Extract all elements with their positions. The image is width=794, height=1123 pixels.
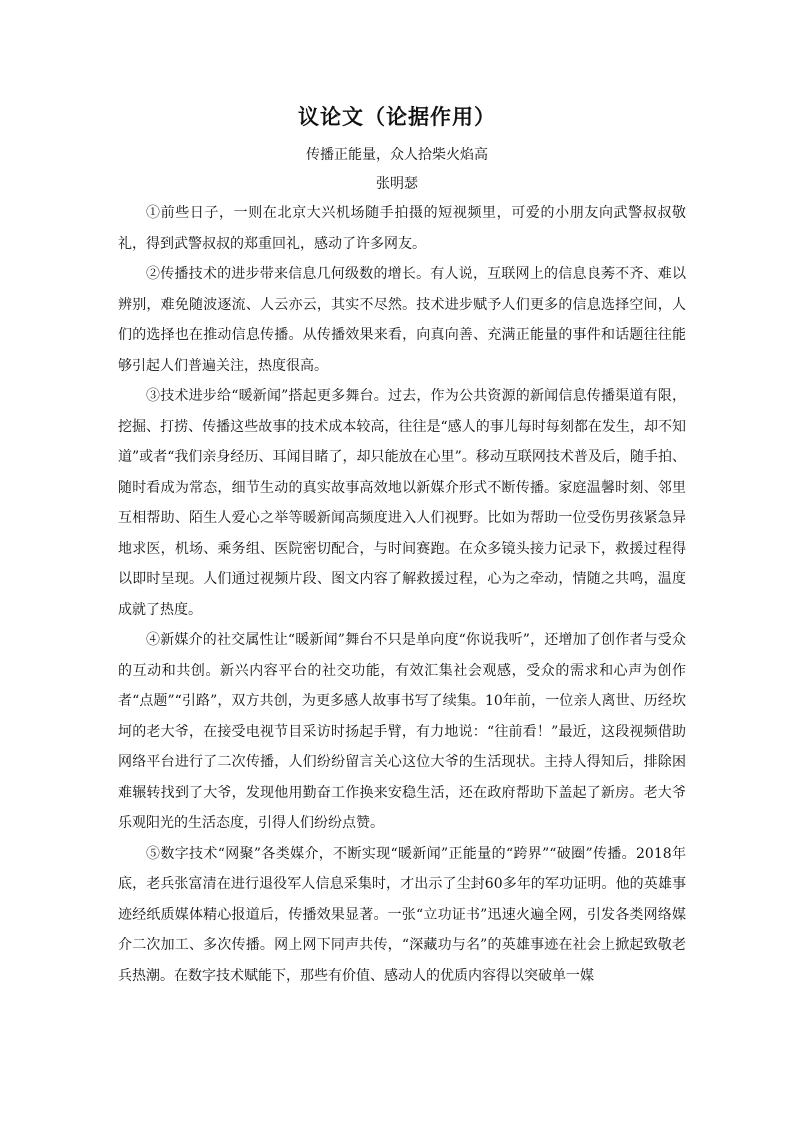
paragraph-5: ⑤数字技术“网聚”各类媒介，不断实现“暖新闻”正能量的“跨界”“破圈”传播。2018年底，老兵张富清在进行退役军人信息采集时，才出示了尘封60多年的军功证明。他的英雄事迹经纸质媒体精心报道后，传播效果显著。一张“立功证书”迅速火遍全网，引发各类网络媒介二次加工、多次传播。网上网下同声共传，“深藏功与名”的英雄事迹在社会上掀起致敬老兵热潮。在数字技术赋能下，那些有价值、感动人的优质内容得以突破单一媒 xyxy=(118,845,686,984)
paragraph-1: ①前些日子，一则在北京大兴机场随手拍摄的短视频里，可爱的小朋友向武警叔叔敬礼，得到武警叔叔的郑重回礼，感动了许多网友。 xyxy=(118,205,686,252)
paragraph-4: ④新媒介的社交属性让“暖新闻”舞台不只是单向度“你说我听”，还增加了创作者与受众的互动和共创。新兴内容平台的社交功能，有效汇集社会观感，受众的需求和心声为创作者“点题”“引路”，双方共创，为更多感人故事书写了续集。10年前，一位亲人离世、历经坎坷的老大爷，在接受电视节目采访时扬起手臂，有力地说：“往前看！”最近，这段视频借助网络平台进行了二次传播，人们纷纷留言关心这位大爷的生活现状。主持人得知后，排除困难辗转找到了大爷，发现他用勤奋工作换来安稳生活，还在政府帮助下盖起了新房。老大爷乐观阳光的生活态度，引得人们纷纷点赞。 xyxy=(118,632,686,831)
article-body xyxy=(118,198,686,991)
article-headline: 传播正能量，众人拾柴火焰高 xyxy=(306,147,488,163)
article-author: 张明瑟 xyxy=(376,176,418,192)
document-title: 议论文（论据作用） xyxy=(298,105,496,129)
paragraph-2: ②传播技术的进步带来信息几何级数的增长。有人说，互联网上的信息良莠不齐、难以辨别，难免随波逐流、人云亦云，其实不尽然。技术进步赋予人们更多的信息选择空间，人们的选择也在推动信息传播。从传播效果来看，向真向善、充满正能量的事件和话题往往能够引起人们普遍关注，热度很高。 xyxy=(118,266,686,374)
paragraph-3: ③技术进步给“暖新闻”搭起更多舞台。过去，作为公共资源的新闻信息传播渠道有限，挖掘、打捞、传播这些故事的技术成本较高，往往是“感人的事儿每时每刻都在发生，却不知道”或者“我们亲身经历、耳闻目睹了，却只能放在心里”。移动互联网技术普及后，随手拍、随时看成为常态，细节生动的真实故事高效地以新媒介形式不断传播。家庭温馨时刻、邻里互相帮助、陌生人爱心之举等暖新闻高频度进入人们视野。比如为帮助一位受伤男孩紧急异地求医，机场、乘务组、医院密切配合，与时间赛跑。在众多镜头接力记录下，救援过程得以即时呈现。人们通过视频片段、图文内容了解救援过程，心为之牵动，情随之共鸣，温度成就了热度。 xyxy=(118,388,686,618)
